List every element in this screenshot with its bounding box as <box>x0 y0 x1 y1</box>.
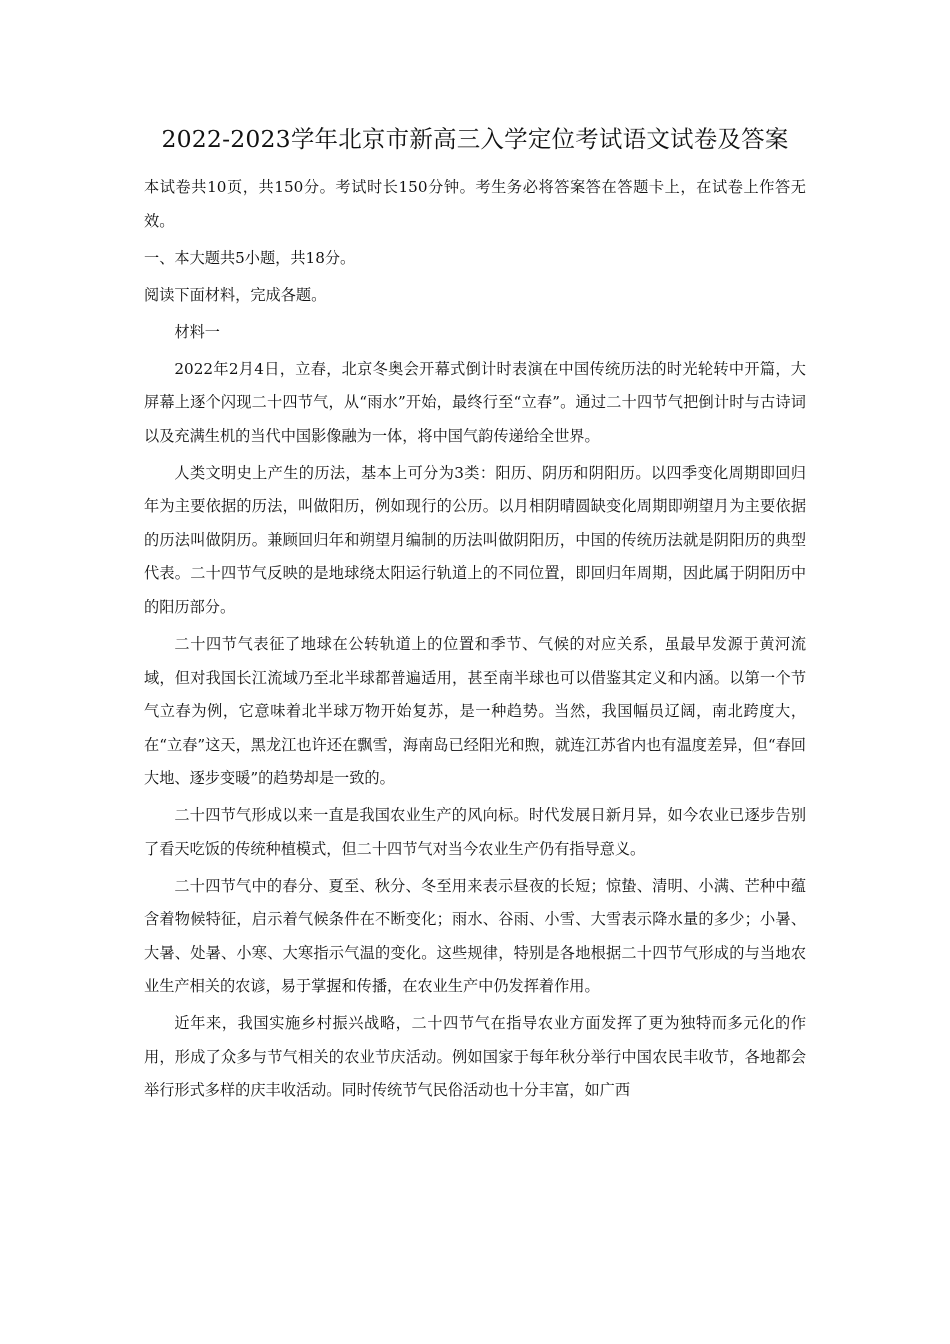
exam-notice: 本试卷共10页，共150分。考试时长150分钟。考生务必将答案答在答题卡上，在试卷上作答无效。 <box>144 178 806 230</box>
reading-instruction: 阅读下面材料，完成各题。 <box>144 285 327 304</box>
document-title: 2022-2023学年北京市新高三入学定位考试语文试卷及答案 <box>161 125 789 153</box>
paragraph: 二十四节气中的春分、夏至、秋分、冬至用来表示昼夜的长短；惊蛰、清明、小满、芒种中蕴含着物候特征，启示着气候条件在不断变化；雨水、谷雨、小雪、大雪表示降水量的多少；小暑、大暑、处暑、小寒、大寒指示气温的变化。这些规律，特别是各地根据二十四节气形成的与当地农业生产相关的农谚，易于掌握和传播，在农业生产中仍发挥着作用。 <box>144 876 806 996</box>
paragraph: 2022年2月4日，立春，北京冬奥会开幕式倒计时表演在中国传统历法的时光轮转中开篇，大屏幕上逐个闪现二十四节气，从“雨水”开始，最终行至“立春”。通过二十四节气把倒计时与古诗词以及充满生机的当代中国影像融为一体，将中国气韵传递给全世界。 <box>144 359 806 445</box>
paragraph: 二十四节气表征了地球在公转轨道上的位置和季节、气候的对应关系，虽最早发源于黄河流域，但对我国长江流域乃至北半球都普遍适用，甚至南半球也可以借鉴其定义和内涵。以第一个节气立春为例，它意味着北半球万物开始复苏，是一种趋势。当然，我国幅员辽阔，南北跨度大，在“立春”这天，黑龙江也许还在飘雪，海南岛已经阳光和煦，就连江苏省内也有温度差异，但“春回大地、逐步变暖”的趋势却是一致的。 <box>144 635 806 788</box>
paragraph: 人类文明史上产生的历法，基本上可分为3类：阳历、阴历和阴阳历。以四季变化周期即回归年为主要依据的历法，叫做阳历，例如现行的公历。以月相阴晴圆缺变化周期即朔望月为主要依据的历法叫做阴历。兼顾回归年和朔望月编制的历法叫做阴阳历，中国的传统历法就是阴阳历的典型代表。二十四节气反映的是地球绕太阳运行轨道上的不同位置，即回归年周期，因此属于阴阳历中的阳历部分。 <box>144 463 806 616</box>
paragraph: 近年来，我国实施乡村振兴战略，二十四节气在指导农业方面发挥了更为独特而多元化的作用，形成了众多与节气相关的农业节庆活动。例如国家于每年秋分举行中国农民丰收节，各地都会举行形式多样的庆丰收活动。同时传统节气民俗活动也十分丰富，如广西 <box>144 1014 806 1100</box>
document-body <box>144 171 806 1111</box>
section-heading: 一、本大题共5小题，共18分。 <box>144 248 356 267</box>
paragraph: 二十四节气形成以来一直是我国农业生产的风向标。时代发展日新月异，如今农业已逐步告别了看天吃饭的传统种植模式，但二十四节气对当今农业生产仍有指导意义。 <box>144 806 806 858</box>
material-label: 材料一 <box>174 322 220 341</box>
